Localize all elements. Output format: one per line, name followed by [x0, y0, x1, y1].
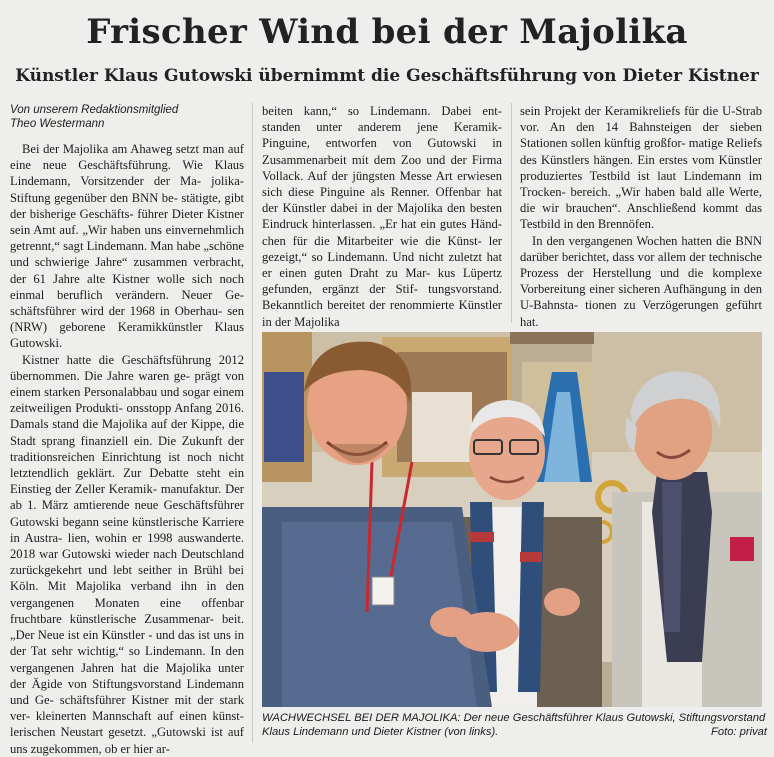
column-divider [511, 103, 512, 323]
subheadline: Künstler Klaus Gutowski übernimmt die Geschäftsführung von Dieter Kistner [15, 66, 759, 86]
photo-caption [262, 711, 767, 739]
photo-illustration [262, 332, 762, 707]
paragraph: Kistner hatte die Geschäftsführung 2012 übernommen. Die Jahre waren ge- prägt von einem starken Personalabbau und sogar einem zeitweiligen Produkti- onsstopp Anfang 2016. Damals stand die Majolika auf der Kippe, die Stadt sprang finanziell ein. Die Zukunft der traditionsreichen Einrichtung ist noch nicht letztendlich geklärt. Zur Debatte steht ein Einstieg der Zeller Keramik- manufaktur. Der ab 1. März amtierende neue Geschäftsführer Gutowski begann seine künstlerische Karriere in Austra- lien, wohin er 1998 auswanderte. 2018 war Gutowski wieder nach Deutschland zurückgekehrt und lebt seither in Brühl bei Köln. Mit Majolika verband ihn in den vergangenen Monaten eine offenbar fruchtbare künstlerische Zusammenar- beit. „Der Neue ist ein Künstler - und das ist uns in der Tat sehr wichtig,“ so Lindemann. In den vergangenen Jahren hat die Majolika unter der Ägide von Stiftungsvorstand Lindemann und Ge- schäftsführer Kistner mit der stark ver- kleinerten Mannschaft auf einen künst- lerischen Neustart gesetzt. „Gutowski ist auf uns zugekommen, ob er hier ar- [10, 352, 244, 756]
article-column-1 [10, 103, 244, 756]
article-column-3 [520, 103, 762, 328]
headline: Frischer Wind bei der Majolika [86, 12, 688, 52]
paragraph: In den vergangenen Wochen hatten die BNN darüber berichtet, dass vor allem der technische Prozess der Herstellung und die komplexe Vorbereitung einer sicheren Aufhängung in den U-Bahnsta- tionen zu Verzögerungen geführt hat. [520, 233, 762, 329]
author-byline [10, 103, 244, 131]
article-photo [262, 332, 762, 707]
author-line-2: Theo Westermann [10, 118, 105, 130]
article-column-2 [262, 103, 502, 328]
paragraph: sein Projekt der Keramikreliefs für die U-Strab vor. An den 14 Bahnsteigen der sieben Stationen sollen künftig großfor- matige Reliefs des Künstlers hängen. Ein erstes vom Künstler produziertes Testbild ist laut Lindemann im Trocken- bereich. „Wir haben bald alle Werte, die wir brauchen“. Anschließend kommt das Testbild in den Brennöfen. [520, 104, 762, 232]
author-line-1: Von unserem Redaktionsmitglied [10, 104, 179, 116]
paragraph: Bei der Majolika am Ahaweg setzt man auf eine neue Geschäftsführung. Wie Klaus Lindemann, Vorsitzender der Ma- jolika-Stiftung gegenüber den BNN be- stätigte, gibt der bisherige Geschäfts- führer Dieter Kistner sein Amt auf. „Wir haben uns einvernehmlich getrennt,“ sagt Lindemann. Man habe „schöne und schwierige Jahre“ zusammen verbracht, der 61 Jahre alte Kistner wolle sich noch einmal beruflich verändern. Neuer Ge- schäftsführer wird der 1968 in Oberhau- sen (NRW) geborene Keramikkünstler Klaus Gutowski. [10, 142, 244, 351]
caption-text: WACHWECHSEL BEI DER MAJOLIKA: Der neue Geschäftsführer Klaus Gutowski, Stiftungsvorstand Klaus Lindemann und Dieter Kistner (von links). [262, 712, 766, 738]
photo-credit: Foto: privat [711, 726, 767, 738]
paragraph: beiten kann,“ so Lindemann. Dabei ent- standen unter anderem jene Keramik- Pinguine, entworfen von Gutowski in Zusammenarbeit mit dem Zoo und der Firma Vollack. Auf der jüngsten Messe Art erwiesen sich diese Pinguine als Renner. Offenbar hat der Künstler dabei in der Majolika den besten Eindruck hinterlassen. „Er hat ein gutes Händ- chen für die Mitarbeiter wie die Künst- ler gezeigt,“ so Lindemann. Und nicht zuletzt hat er einen guten Draht zu Mar- kus Lüpertz gefunden, ergänzt der Stif- tungsvorstand. Bekanntlich bereitet der renommierte Künstler in der Majolika [262, 104, 502, 329]
column-divider [252, 103, 253, 743]
